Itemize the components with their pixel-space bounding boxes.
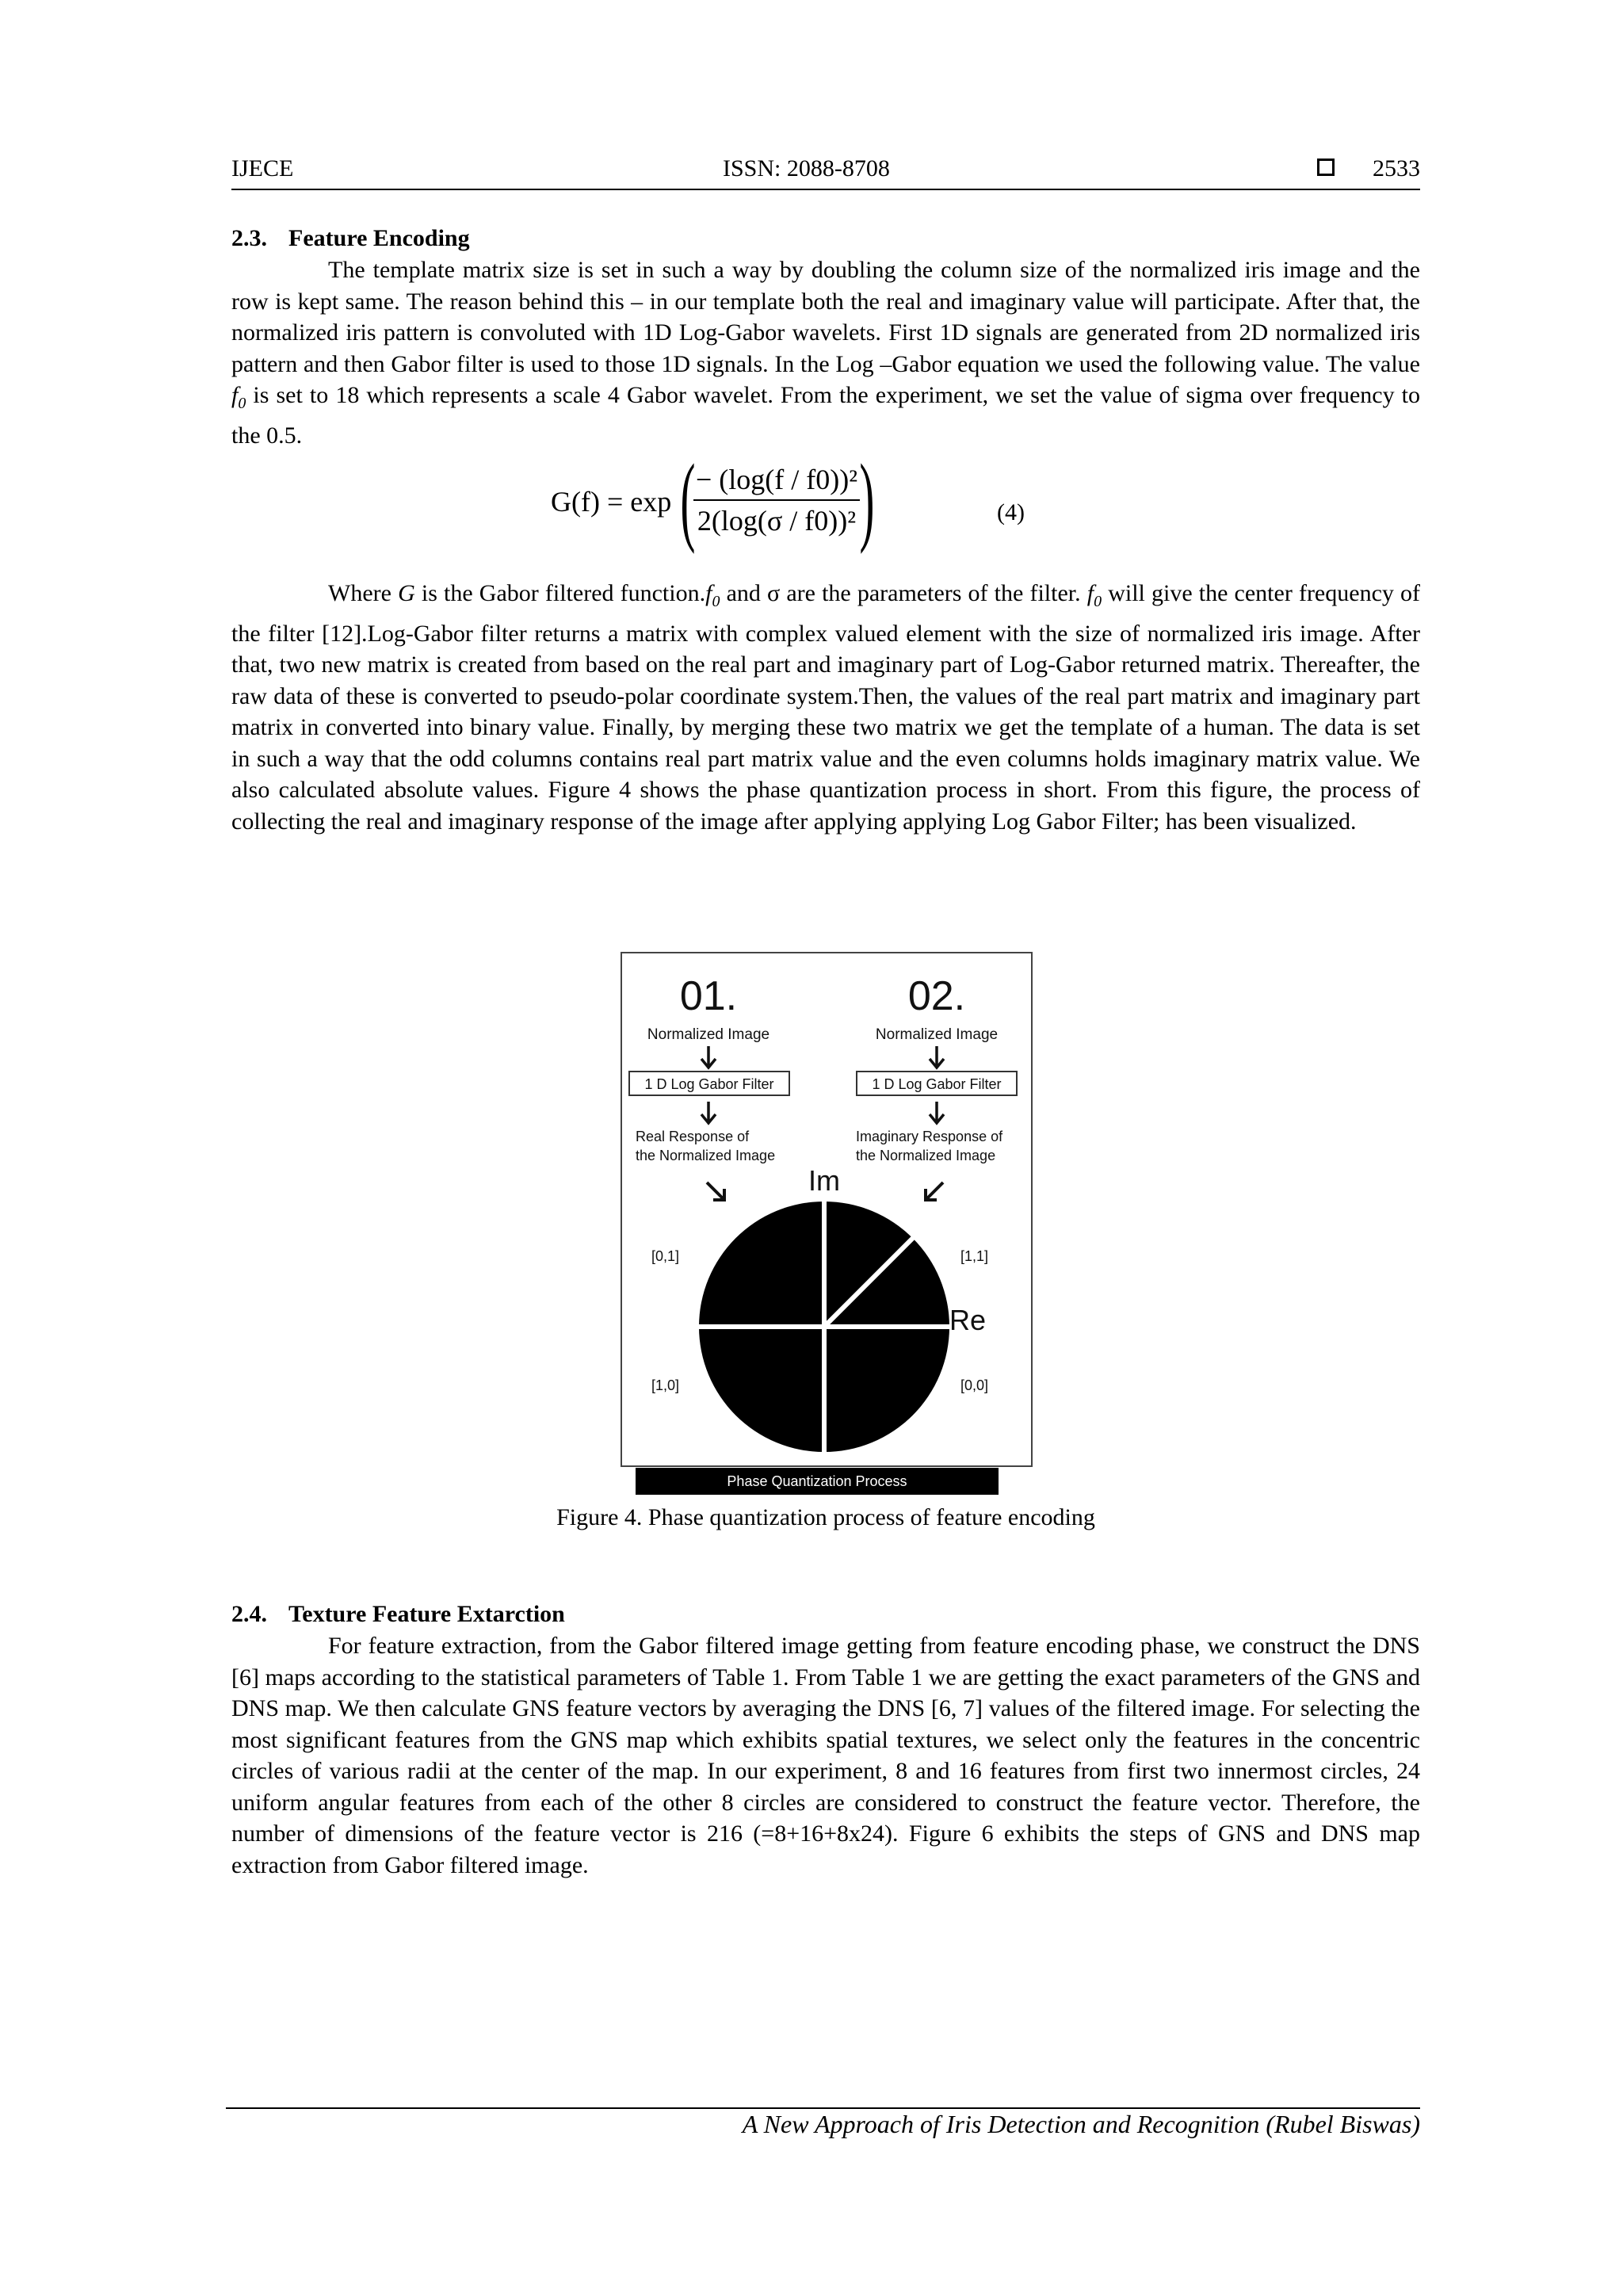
axis-label-re: Re (949, 1304, 987, 1336)
step-02-number: 02. (907, 973, 966, 1019)
quadrant-label-11: [1,1] (960, 1248, 989, 1264)
footer-rule (226, 2107, 1420, 2109)
subscript-0: 0 (712, 593, 720, 610)
equation-fraction (693, 463, 860, 537)
section-title: Feature Encoding (288, 225, 470, 251)
text-run: The template matrix size is set in such a way by doubling the column size of the normalized iris image and the row is kept same. The reason behind this – in our template both the real and imaginary value will participate. After that, the normalized iris pattern is convoluted with 1D Log-Gabor wavelets. First 1D signals are generated from 2D normalized iris pattern and then Gabor filter is used to those 1D signals. In the Log –Gabor equation we used the following value. The value (231, 257, 1420, 377)
phase-quadrant-circle (699, 1201, 949, 1452)
filter-label-2: 1 D Log Gabor Filter (872, 1076, 1002, 1092)
filter-label-1: 1 D Log Gabor Filter (644, 1076, 774, 1092)
step-01-number: 01. (679, 973, 738, 1019)
figure-caption: Figure 4. Phase quantization process of feature encoding (556, 1504, 1095, 1530)
equation-numerator: − (log(f / f0))² (693, 463, 860, 501)
variable-f: f (705, 580, 712, 606)
text-run: is set to 18 which represents a scale 4 Gabor wavelet. From the experiment, we set the value of sigma over frequency to the 0.5. (231, 382, 1420, 449)
variable-G: G (398, 580, 415, 606)
equation-log-gabor (551, 445, 1058, 555)
right-paren: ) (859, 445, 875, 555)
paragraph-feature-encoding-2 (231, 578, 1420, 837)
variable-f: f (1086, 580, 1094, 606)
equation-lhs: G(f) = exp (551, 486, 672, 518)
step-01-input: Normalized Image (647, 1026, 770, 1043)
running-footer: A New Approach of Iris Detection and Recognition (Rubel Biswas) (742, 2110, 1420, 2138)
axis-label-im: Im (808, 1164, 840, 1197)
journal-name: IJECE (231, 155, 294, 181)
real-response-label-2: the Normalized Image (636, 1148, 776, 1163)
text-run: and σ are the parameters of the filter. (720, 580, 1087, 606)
section-heading-2-4 (231, 1599, 565, 1630)
imag-response-label-1: Imaginary Response of (856, 1129, 1003, 1144)
header-rule (231, 189, 1420, 190)
text-run: will give the center frequency of the filter [12].Log-Gabor filter returns a matrix with complex valued element with the size of normalized iris image. After that, two new matrix is created from based on the real part and imaginary part of Log-Gabor returned matrix. Thereafter, the raw data of these is converted to pseudo-polar coordinate system.Then, the values of the real part matrix and imaginary part matrix in converted into binary value. Finally, by merging these two matrix we get the template of a human. The data is set in such a way that the odd columns contains real part matrix value and the even columns holds imaginary matrix value. We also calculated absolute values. Figure 4 shows the phase quantization process in short. From this figure, the process of collecting the real and imaginary response of the image after applying applying Log Gabor Filter; has been visualized. (231, 580, 1420, 835)
paragraph-texture-feature: For feature extraction, from the Gabor filtered image getting from feature encoding phase, we construct the DNS [6] maps according to the statistical parameters of Table 1. From Table 1 we are getting the exact parameters of the GNS and DNS map. We then calculate GNS feature vectors by averaging the DNS [6, 7] values of the filtered image. For selecting the most significant features from the GNS map which exhibits spatial textures, we select only the features in the concentric circles of various radii at the center of the map. In our experiment, 8 and 16 features from first two innermost circles, 24 uniform angular features from each of the other 8 circles are considered to construct the feature vector. Therefore, the number of dimensions of the feature vector is 216 (=8+16+8x24). Figure 6 exhibits the steps of GNS and DNS map extraction from Gabor filtered image. (231, 1633, 1420, 1878)
running-header (231, 152, 1420, 190)
quadrant-label-10: [1,0] (651, 1377, 680, 1393)
figure-banner-text: Phase Quantization Process (727, 1473, 907, 1489)
imag-response-label-2: the Normalized Image (856, 1148, 996, 1163)
text-run: is the Gabor filtered function. (414, 580, 706, 606)
section-heading-2-3 (231, 223, 470, 254)
section-number: 2.3. (231, 225, 267, 251)
paragraph-feature-encoding-1 (231, 254, 1420, 451)
quadrant-label-01: [0,1] (651, 1248, 680, 1264)
equation-denominator: 2(log(σ / f0))² (697, 505, 857, 537)
quadrant-label-00: [0,0] (960, 1377, 989, 1393)
issn: ISSN: 2088-8708 (723, 155, 890, 181)
page-number: 2533 (1373, 155, 1420, 181)
left-paren: ( (680, 445, 696, 555)
real-response-label-1: Real Response of (636, 1129, 750, 1144)
text-run: Where (328, 580, 399, 606)
subscript-0: 0 (238, 395, 246, 412)
figure-4-phase-quantization (620, 951, 1033, 1498)
section-title: Texture Feature Extarction (288, 1601, 565, 1627)
step-02-input: Normalized Image (875, 1026, 999, 1043)
section-number: 2.4. (231, 1601, 267, 1627)
variable-f: f (231, 382, 239, 408)
equation-number: (4) (997, 499, 1025, 525)
subscript-0: 0 (1094, 593, 1102, 610)
checkbox-icon (1317, 159, 1335, 176)
